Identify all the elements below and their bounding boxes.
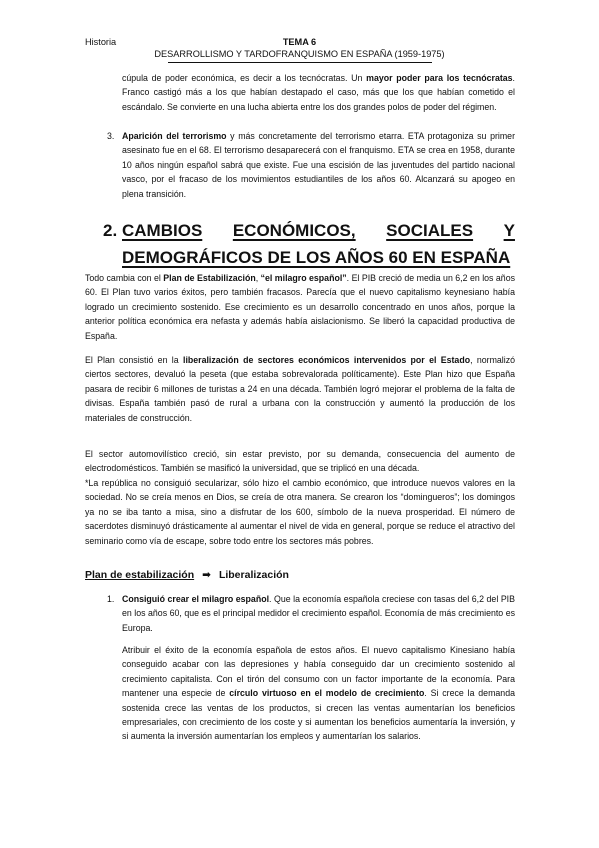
bold-phrase: Aparición del terrorismo xyxy=(122,131,227,141)
bold-phrase: mayor poder para los tecnócratas xyxy=(366,73,513,83)
section-title-line2: DEMOGRÁFICOS DE LOS AÑOS 60 EN ESPAÑA xyxy=(122,248,511,267)
arrow-right-icon: ➡ xyxy=(202,569,211,581)
paragraph-automovilistico: El sector automovilístico creció, sin estar previsto, por su demanda, consecuencia del aumento de electrodomésticos. También se masificó la universidad, que se triplicó en una década. xyxy=(85,449,515,474)
list-number: 3. xyxy=(107,131,115,141)
header-subtitle: DESARROLLISMO Y TARDOFRANQUISMO EN ESPAÑA (1959-1975) xyxy=(154,49,445,59)
subheading-right: Liberalización xyxy=(218,569,289,581)
paragraph-secularizacion: *La república no consiguió secularizar, sólo hizo el cambio económico, que introduce nuevos valores en la sociedad. No se creía menos en Dios, se creía de otra manera. Se crearon los “domingueros”; los domingos ya no se iba tanto a misa, sino a disfrutar de los 600, símbolo de la nueva prosperidad. El número de sacerdotes disminuyó drásticamente al aumentar el nivel de vida en general, porque se reduce el atractivo del seminario como vía de escape, sobre todo entre los sectores más pobres. xyxy=(85,478,515,546)
subheading-left: Plan de estabilización xyxy=(85,569,195,581)
paragraph-exito: Atribuir el éxito de la economía española de estos años. El nuevo capitalismo Kinesiano había conseguido acabar con las depresiones y había conseguido dar un crecimiento sostenido al crecimiento capitalista. Con el tirón del consumo con un factor importante de la economía. Para mantener una especie de círculo virtuoso en el modelo de crecimiento. Si crece la demanda sostenida crece las ventas de los productos, si crecen las ventas aumentarían los beneficios empresariales, con crecimiento de los coste y si aumentan los beneficios aumentaría la inversión, y si aumenta la inversión aumentarían los empleos y aumentarían los salarios. xyxy=(122,645,515,742)
list-item-milagro: Consiguió crear el milagro español. Que la economía española creciese con tasas del 6,2 del PIB en los años 60, que es el principal medidor el crecimiento español. Economía de más crecimiento es Europa. xyxy=(122,594,515,633)
continuation-paragraph: cúpula de poder económica, es decir a los tecnócratas. Un mayor poder para los tecnócratas. Franco castigó más a los que habían destapado el caso, más que los que habían cometido el escándalo. Se convierte en una lucha abierta entre los dos grandes polos de poder del régimen. xyxy=(122,73,515,112)
section-number: 2. xyxy=(103,221,118,240)
bold-phrase: Consiguió crear el milagro español xyxy=(122,594,270,604)
header-subject: Historia xyxy=(85,37,117,47)
section-title-line1: CAMBIOS ECONÓMICOS, SOCIALES Y xyxy=(122,221,515,240)
list-item-terrorism: Aparición del terrorismo y más concretamente del terrorismo etarra. ETA protagoniza su primer asesinato fue en el 68. El terrorismo desaparecerá con el franquismo. ETA se crea en 1958, durante 10 años ningún español sabrá que existe. Fue una escisión de las juventudes del partido nacional vasco, por el fracaso de los movimientos estudiantiles de los años 60. Alcanzará su apogeo en plena transición. xyxy=(122,131,515,199)
header-rule xyxy=(168,62,432,63)
subheading-plan xyxy=(85,569,289,581)
paragraph-plan-consistio: El Plan consistió en la liberalización de sectores económicos intervenidos por el Estado, normalizó ciertos sectores, devaluó la peseta (que estaba sobrevalorada políticamente). Este Plan hizo que España pasara de recibir 6 millones de turistas a 24 en una década. También logró mejorar el problema de la falta de divisas. España también pasó de rural a urbana con la construcción y aumentó la producción de los materiales de construcción. xyxy=(85,355,515,423)
paragraph-plan-estabilizacion: Todo cambia con el Plan de Estabilización, “el milagro español”. El PIB creció de media un 6,2 en los años 60. El Plan tuvo varios éxitos, pero también fracasos. Parecía que el nuevo capitalismo keynesiano había logrado un crecimiento sostenido. Ese crecimiento es un desarrollo concentrado en unos años, porque la anterior política económica era nefasta y además había aislacionismo. Se liberó la capacidad productiva de España. xyxy=(85,273,515,341)
header-topic: TEMA 6 xyxy=(282,37,317,47)
list-number: 1. xyxy=(107,594,115,604)
